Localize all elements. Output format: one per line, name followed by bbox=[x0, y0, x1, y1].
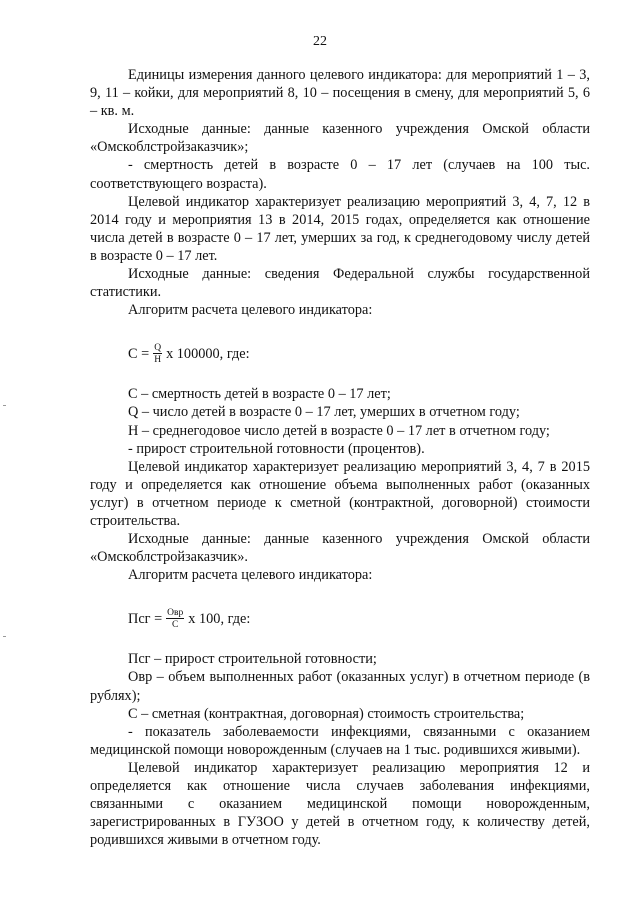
formula-numerator: Q bbox=[154, 343, 162, 354]
formula-lhs: Псг = bbox=[128, 611, 163, 628]
scan-mark bbox=[3, 636, 6, 637]
formula-fraction bbox=[166, 608, 184, 630]
formula-lhs: С = bbox=[128, 346, 150, 363]
paragraph-infection-rate: - показатель заболеваемости инфекциями, связанными с оказанием медицинской помощи новорожденным (случаев на 1 тыс. родившихся живыми). bbox=[90, 723, 590, 758]
page-number: 22 bbox=[313, 34, 327, 49]
spacer bbox=[90, 634, 590, 650]
document-body bbox=[90, 66, 590, 849]
paragraph-construction-readiness: - прирост строительной готовности (процентов). bbox=[128, 440, 425, 457]
formula-readiness bbox=[128, 604, 590, 634]
definition-line: Q – число детей в возрасте 0 – 17 лет, умерших в отчетном году; bbox=[128, 404, 520, 421]
paragraph-algorithm-heading: Алгоритм расчета целевого индикатора: bbox=[128, 302, 373, 319]
formula-denominator: С bbox=[172, 620, 179, 631]
formula-rhs: х 100, где: bbox=[188, 611, 251, 628]
formula-rhs: х 100000, где: bbox=[166, 346, 250, 363]
paragraph-source-data: Исходные данные: данные казенного учреждения Омской области «Омскоблстройзаказчик». bbox=[90, 531, 590, 566]
paragraph-source-data: Исходные данные: данные казенного учреждения Омской области «Омскоблстройзаказчик»; bbox=[90, 121, 590, 156]
definition-line: Псг – прирост строительной готовности; bbox=[128, 651, 377, 668]
spacer bbox=[90, 584, 590, 604]
paragraph-indicator-description: Целевой индикатор характеризует реализацию мероприятия 12 и определяется как отношение числа случаев заболевания инфекциями, связанными с оказанием медицинской помощи новорожденным, зарегистрированных в ГУЗОО у детей в отчетном году, к количеству детей, родившихся живыми в отчетном году. bbox=[90, 759, 590, 849]
formula-denominator: Н bbox=[154, 355, 162, 366]
paragraph-child-mortality: - смертность детей в возрасте 0 – 17 лет (случаев на 100 тыс. соответствующего возраста). bbox=[90, 157, 590, 192]
paragraph-indicator-description: Целевой индикатор характеризует реализацию мероприятий 3, 4, 7, 12 в 2014 году и мероприятия 13 в 2014, 2015 годах, определяется как отношение числа детей в возрасте 0 – 17 лет, умерших за год, к среднегодовому числу детей в возрасте 0 – 17 лет. bbox=[90, 193, 590, 264]
formula-fraction bbox=[153, 343, 162, 365]
scan-mark bbox=[3, 405, 6, 406]
paragraph-source-data: Исходные данные: сведения Федеральной службы государственной статистики. bbox=[90, 266, 590, 301]
formula-mortality bbox=[128, 339, 590, 369]
definition-line: Н – среднегодовое число детей в возрасте 0 – 17 лет в отчетном году; bbox=[128, 422, 550, 439]
definition-line: Овр – объем выполненных работ (оказанных услуг) в отчетном периоде (в рублях); bbox=[90, 669, 590, 704]
formula-numerator: Овр bbox=[167, 608, 184, 619]
spacer bbox=[90, 369, 590, 385]
paragraph-indicator-description: Целевой индикатор характеризует реализацию мероприятий 3, 4, 7 в 2015 году и определяется как отношение объема выполненных работ (оказанных услуг) в отчетном периоде к сметной (контрактной, договорной) стоимости строительства. bbox=[90, 458, 590, 529]
spacer bbox=[90, 319, 590, 339]
definition-line: С – сметная (контрактная, договорная) стоимость строительства; bbox=[128, 705, 525, 722]
paragraph-algorithm-heading: Алгоритм расчета целевого индикатора: bbox=[128, 567, 373, 584]
paragraph-units: Единицы измерения данного целевого индикатора: для мероприятий 1 – 3, 9, 11 – койки, для мероприятий 8, 10 – посещения в смену, для мероприятий 5, 6 – кв. м. bbox=[90, 67, 590, 120]
definition-line: С – смертность детей в возрасте 0 – 17 лет; bbox=[128, 386, 391, 403]
